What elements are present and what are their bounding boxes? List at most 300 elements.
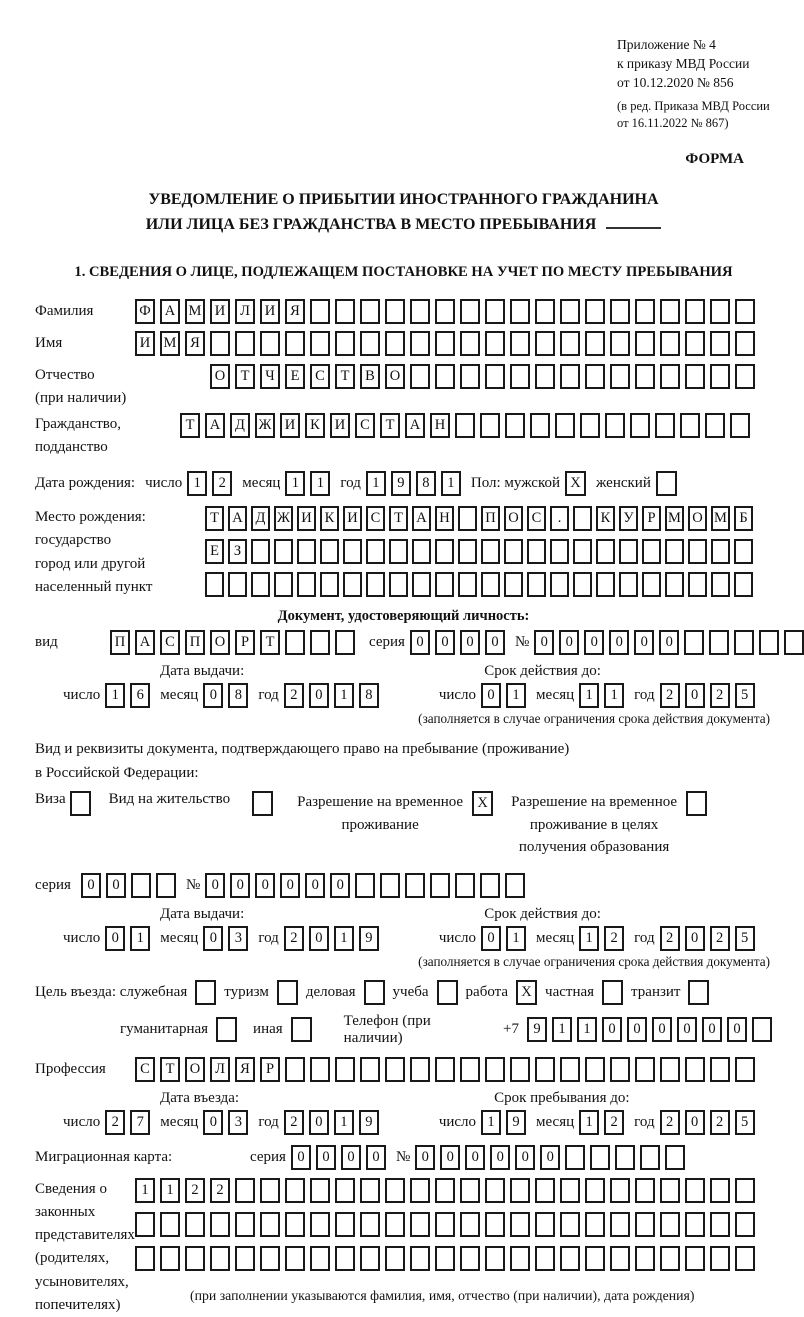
char-box[interactable]: 1 <box>441 471 461 496</box>
char-box[interactable] <box>135 1246 155 1271</box>
char-box[interactable]: 0 <box>415 1145 435 1170</box>
char-box[interactable]: 0 <box>659 630 679 655</box>
char-box[interactable] <box>605 413 625 438</box>
char-box[interactable] <box>635 299 655 324</box>
char-box[interactable] <box>410 299 430 324</box>
char-box[interactable] <box>360 1057 380 1082</box>
char-box[interactable] <box>535 1246 555 1271</box>
char-box[interactable]: Р <box>235 630 255 655</box>
char-box[interactable]: 2 <box>660 683 680 708</box>
char-box[interactable] <box>734 539 753 564</box>
char-box[interactable]: 0 <box>205 873 225 898</box>
char-box[interactable]: 0 <box>203 926 223 951</box>
char-box[interactable] <box>685 364 705 389</box>
char-box[interactable] <box>480 413 500 438</box>
char-box[interactable] <box>435 1212 455 1237</box>
char-box[interactable] <box>630 413 650 438</box>
char-box[interactable] <box>635 1212 655 1237</box>
char-box[interactable] <box>619 572 638 597</box>
char-box[interactable] <box>527 539 546 564</box>
char-box[interactable] <box>435 572 454 597</box>
char-box[interactable]: Т <box>389 506 408 531</box>
char-box[interactable]: 2 <box>284 926 304 951</box>
char-box[interactable]: . <box>550 506 569 531</box>
char-box[interactable]: Ж <box>255 413 275 438</box>
char-box[interactable] <box>710 1212 730 1237</box>
char-box[interactable] <box>156 873 176 898</box>
char-box[interactable]: Ж <box>274 506 293 531</box>
char-box[interactable] <box>560 299 580 324</box>
char-box[interactable] <box>335 1212 355 1237</box>
char-box[interactable] <box>310 1246 330 1271</box>
char-box[interactable] <box>458 539 477 564</box>
purpose-official-checkbox[interactable] <box>195 980 216 1005</box>
char-box[interactable]: 0 <box>534 630 554 655</box>
char-box[interactable] <box>360 1178 380 1203</box>
char-box[interactable] <box>705 413 725 438</box>
purpose-transit-checkbox[interactable] <box>688 980 709 1005</box>
char-box[interactable]: 9 <box>527 1017 547 1042</box>
char-box[interactable] <box>635 331 655 356</box>
char-box[interactable]: Т <box>180 413 200 438</box>
char-box[interactable] <box>355 873 375 898</box>
char-box[interactable] <box>535 331 555 356</box>
char-box[interactable]: Р <box>642 506 661 531</box>
char-box[interactable] <box>610 1178 630 1203</box>
char-box[interactable] <box>735 1212 755 1237</box>
char-box[interactable] <box>505 873 525 898</box>
char-box[interactable] <box>527 572 546 597</box>
char-box[interactable] <box>685 1212 705 1237</box>
char-box[interactable]: О <box>210 630 230 655</box>
purpose-business-checkbox[interactable] <box>364 980 385 1005</box>
char-box[interactable] <box>410 331 430 356</box>
char-box[interactable] <box>385 1057 405 1082</box>
char-box[interactable] <box>660 1212 680 1237</box>
char-box[interactable] <box>610 1057 630 1082</box>
char-box[interactable] <box>585 331 605 356</box>
char-box[interactable] <box>735 299 755 324</box>
char-box[interactable]: 0 <box>559 630 579 655</box>
char-box[interactable] <box>285 331 305 356</box>
char-box[interactable] <box>480 873 500 898</box>
char-box[interactable] <box>735 1057 755 1082</box>
char-box[interactable] <box>210 1246 230 1271</box>
char-box[interactable]: 0 <box>255 873 275 898</box>
char-box[interactable]: 2 <box>105 1110 125 1135</box>
char-box[interactable]: С <box>355 413 375 438</box>
char-box[interactable] <box>385 1246 405 1271</box>
char-box[interactable]: Е <box>205 539 224 564</box>
char-box[interactable]: И <box>210 299 230 324</box>
char-box[interactable] <box>655 413 675 438</box>
char-box[interactable] <box>642 539 661 564</box>
char-box[interactable] <box>435 364 455 389</box>
char-box[interactable]: Т <box>335 364 355 389</box>
char-box[interactable] <box>710 1057 730 1082</box>
char-box[interactable]: 9 <box>391 471 411 496</box>
char-box[interactable]: 1 <box>334 683 354 708</box>
char-box[interactable]: 0 <box>702 1017 722 1042</box>
char-box[interactable] <box>455 873 475 898</box>
char-box[interactable] <box>274 572 293 597</box>
char-box[interactable]: К <box>320 506 339 531</box>
char-box[interactable]: 7 <box>130 1110 150 1135</box>
female-checkbox[interactable] <box>656 471 677 496</box>
char-box[interactable]: 5 <box>735 683 755 708</box>
char-box[interactable]: 0 <box>540 1145 560 1170</box>
char-box[interactable] <box>730 413 750 438</box>
char-box[interactable] <box>680 413 700 438</box>
char-box[interactable] <box>734 572 753 597</box>
char-box[interactable] <box>735 331 755 356</box>
char-box[interactable] <box>590 1145 610 1170</box>
char-box[interactable]: И <box>260 299 280 324</box>
char-box[interactable]: 0 <box>440 1145 460 1170</box>
char-box[interactable] <box>360 1212 380 1237</box>
char-box[interactable] <box>380 873 400 898</box>
char-box[interactable] <box>460 1246 480 1271</box>
char-box[interactable] <box>585 364 605 389</box>
char-box[interactable] <box>235 1212 255 1237</box>
char-box[interactable] <box>185 1212 205 1237</box>
char-box[interactable] <box>412 572 431 597</box>
char-box[interactable]: 2 <box>604 1110 624 1135</box>
char-box[interactable]: 0 <box>602 1017 622 1042</box>
char-box[interactable]: 0 <box>609 630 629 655</box>
char-box[interactable]: 1 <box>366 471 386 496</box>
char-box[interactable] <box>360 299 380 324</box>
char-box[interactable]: 1 <box>579 1110 599 1135</box>
char-box[interactable] <box>710 1246 730 1271</box>
char-box[interactable] <box>710 331 730 356</box>
char-box[interactable] <box>260 1246 280 1271</box>
char-box[interactable] <box>665 539 684 564</box>
char-box[interactable] <box>585 1212 605 1237</box>
char-box[interactable]: 9 <box>506 1110 526 1135</box>
char-box[interactable]: 0 <box>584 630 604 655</box>
char-box[interactable]: О <box>385 364 405 389</box>
char-box[interactable] <box>610 299 630 324</box>
char-box[interactable] <box>310 1212 330 1237</box>
char-box[interactable] <box>335 1246 355 1271</box>
char-box[interactable] <box>389 572 408 597</box>
male-checkbox[interactable]: X <box>565 471 586 496</box>
char-box[interactable]: 1 <box>506 683 526 708</box>
purpose-study-checkbox[interactable] <box>437 980 458 1005</box>
char-box[interactable] <box>710 1178 730 1203</box>
char-box[interactable] <box>235 331 255 356</box>
char-box[interactable] <box>573 506 592 531</box>
char-box[interactable] <box>210 331 230 356</box>
char-box[interactable] <box>260 331 280 356</box>
char-box[interactable] <box>660 331 680 356</box>
char-box[interactable]: 2 <box>284 683 304 708</box>
char-box[interactable] <box>752 1017 772 1042</box>
char-box[interactable]: 1 <box>506 926 526 951</box>
char-box[interactable] <box>460 1212 480 1237</box>
char-box[interactable]: 0 <box>485 630 505 655</box>
char-box[interactable]: 0 <box>727 1017 747 1042</box>
char-box[interactable] <box>260 1178 280 1203</box>
char-box[interactable]: 0 <box>81 873 101 898</box>
char-box[interactable] <box>615 1145 635 1170</box>
char-box[interactable] <box>485 1246 505 1271</box>
char-box[interactable] <box>596 539 615 564</box>
char-box[interactable]: Ф <box>135 299 155 324</box>
char-box[interactable]: Я <box>285 299 305 324</box>
char-box[interactable]: 1 <box>334 1110 354 1135</box>
char-box[interactable]: М <box>160 331 180 356</box>
char-box[interactable] <box>505 413 525 438</box>
char-box[interactable]: 0 <box>280 873 300 898</box>
char-box[interactable]: О <box>185 1057 205 1082</box>
char-box[interactable] <box>260 1212 280 1237</box>
char-box[interactable]: М <box>711 506 730 531</box>
char-box[interactable] <box>310 331 330 356</box>
char-box[interactable]: 0 <box>435 630 455 655</box>
char-box[interactable]: 1 <box>187 471 207 496</box>
char-box[interactable] <box>310 1057 330 1082</box>
char-box[interactable] <box>610 1212 630 1237</box>
char-box[interactable]: 0 <box>410 630 430 655</box>
char-box[interactable] <box>460 364 480 389</box>
char-box[interactable]: 1 <box>481 1110 501 1135</box>
char-box[interactable]: 0 <box>291 1145 311 1170</box>
char-box[interactable] <box>685 1246 705 1271</box>
char-box[interactable] <box>485 299 505 324</box>
char-box[interactable] <box>585 1057 605 1082</box>
char-box[interactable] <box>635 1178 655 1203</box>
char-box[interactable]: 1 <box>105 683 125 708</box>
char-box[interactable] <box>555 413 575 438</box>
char-box[interactable] <box>504 572 523 597</box>
char-box[interactable] <box>335 331 355 356</box>
char-box[interactable]: Р <box>260 1057 280 1082</box>
char-box[interactable] <box>560 1246 580 1271</box>
char-box[interactable]: О <box>504 506 523 531</box>
char-box[interactable]: 0 <box>366 1145 386 1170</box>
char-box[interactable]: Б <box>734 506 753 531</box>
char-box[interactable] <box>385 331 405 356</box>
char-box[interactable] <box>320 572 339 597</box>
char-box[interactable] <box>435 1178 455 1203</box>
char-box[interactable] <box>297 539 316 564</box>
char-box[interactable] <box>460 331 480 356</box>
char-box[interactable] <box>709 630 729 655</box>
char-box[interactable] <box>335 1057 355 1082</box>
char-box[interactable] <box>610 364 630 389</box>
char-box[interactable] <box>385 299 405 324</box>
char-box[interactable]: 1 <box>285 471 305 496</box>
char-box[interactable]: 0 <box>106 873 126 898</box>
char-box[interactable]: 2 <box>212 471 232 496</box>
char-box[interactable]: 0 <box>309 926 329 951</box>
char-box[interactable] <box>573 539 592 564</box>
char-box[interactable]: 0 <box>203 1110 223 1135</box>
char-box[interactable] <box>688 539 707 564</box>
char-box[interactable] <box>285 1212 305 1237</box>
char-box[interactable]: 0 <box>481 683 501 708</box>
char-box[interactable] <box>366 539 385 564</box>
char-box[interactable] <box>580 413 600 438</box>
char-box[interactable] <box>481 539 500 564</box>
char-box[interactable] <box>565 1145 585 1170</box>
char-box[interactable]: 8 <box>416 471 436 496</box>
char-box[interactable] <box>160 1246 180 1271</box>
char-box[interactable] <box>385 1178 405 1203</box>
char-box[interactable] <box>665 1145 685 1170</box>
char-box[interactable] <box>405 873 425 898</box>
char-box[interactable] <box>460 1178 480 1203</box>
char-box[interactable]: И <box>330 413 350 438</box>
char-box[interactable]: О <box>210 364 230 389</box>
char-box[interactable] <box>560 1212 580 1237</box>
purpose-tourism-checkbox[interactable] <box>277 980 298 1005</box>
char-box[interactable]: 2 <box>710 1110 730 1135</box>
char-box[interactable]: О <box>688 506 707 531</box>
char-box[interactable] <box>610 1246 630 1271</box>
char-box[interactable]: Т <box>260 630 280 655</box>
char-box[interactable] <box>481 572 500 597</box>
char-box[interactable] <box>251 572 270 597</box>
char-box[interactable]: С <box>366 506 385 531</box>
char-box[interactable]: И <box>297 506 316 531</box>
char-box[interactable] <box>510 1212 530 1237</box>
char-box[interactable] <box>685 299 705 324</box>
char-box[interactable] <box>458 572 477 597</box>
char-box[interactable] <box>389 539 408 564</box>
char-box[interactable] <box>410 1212 430 1237</box>
char-box[interactable] <box>235 1178 255 1203</box>
char-box[interactable]: 0 <box>685 1110 705 1135</box>
char-box[interactable]: Н <box>435 506 454 531</box>
char-box[interactable]: Л <box>235 299 255 324</box>
char-box[interactable]: 0 <box>685 683 705 708</box>
char-box[interactable] <box>560 331 580 356</box>
char-box[interactable]: 0 <box>316 1145 336 1170</box>
char-box[interactable] <box>460 299 480 324</box>
char-box[interactable] <box>410 1246 430 1271</box>
char-box[interactable]: 1 <box>577 1017 597 1042</box>
visa-checkbox[interactable] <box>70 791 91 816</box>
char-box[interactable] <box>366 572 385 597</box>
char-box[interactable] <box>343 539 362 564</box>
char-box[interactable]: 0 <box>309 1110 329 1135</box>
char-box[interactable] <box>210 1212 230 1237</box>
purpose-other-checkbox[interactable] <box>291 1017 312 1042</box>
char-box[interactable] <box>485 364 505 389</box>
char-box[interactable]: 0 <box>305 873 325 898</box>
char-box[interactable] <box>640 1145 660 1170</box>
char-box[interactable] <box>710 299 730 324</box>
char-box[interactable] <box>460 1057 480 1082</box>
char-box[interactable]: 8 <box>359 683 379 708</box>
char-box[interactable]: Т <box>380 413 400 438</box>
char-box[interactable] <box>335 1178 355 1203</box>
char-box[interactable] <box>285 1178 305 1203</box>
char-box[interactable]: 1 <box>579 683 599 708</box>
char-box[interactable] <box>360 331 380 356</box>
char-box[interactable] <box>455 413 475 438</box>
char-box[interactable]: 0 <box>230 873 250 898</box>
char-box[interactable]: Е <box>285 364 305 389</box>
char-box[interactable]: З <box>228 539 247 564</box>
char-box[interactable] <box>510 364 530 389</box>
char-box[interactable] <box>458 506 477 531</box>
char-box[interactable] <box>660 364 680 389</box>
char-box[interactable]: 0 <box>627 1017 647 1042</box>
char-box[interactable] <box>642 572 661 597</box>
char-box[interactable]: 0 <box>634 630 654 655</box>
char-box[interactable] <box>560 1178 580 1203</box>
char-box[interactable] <box>310 630 330 655</box>
char-box[interactable] <box>784 630 804 655</box>
char-box[interactable]: М <box>185 299 205 324</box>
char-box[interactable]: И <box>135 331 155 356</box>
char-box[interactable] <box>684 630 704 655</box>
char-box[interactable]: С <box>160 630 180 655</box>
residence-permit-checkbox[interactable] <box>252 791 273 816</box>
char-box[interactable] <box>335 299 355 324</box>
char-box[interactable] <box>734 630 754 655</box>
char-box[interactable] <box>635 364 655 389</box>
char-box[interactable]: В <box>360 364 380 389</box>
char-box[interactable] <box>585 1246 605 1271</box>
char-box[interactable] <box>343 572 362 597</box>
char-box[interactable] <box>510 299 530 324</box>
char-box[interactable]: 0 <box>309 683 329 708</box>
char-box[interactable]: 9 <box>359 1110 379 1135</box>
char-box[interactable] <box>228 572 247 597</box>
char-box[interactable] <box>596 572 615 597</box>
char-box[interactable] <box>435 331 455 356</box>
char-box[interactable]: П <box>481 506 500 531</box>
char-box[interactable] <box>285 630 305 655</box>
char-box[interactable] <box>660 1057 680 1082</box>
char-box[interactable]: Д <box>251 506 270 531</box>
char-box[interactable]: Т <box>160 1057 180 1082</box>
char-box[interactable] <box>320 539 339 564</box>
char-box[interactable] <box>235 1246 255 1271</box>
char-box[interactable] <box>530 413 550 438</box>
char-box[interactable]: С <box>527 506 546 531</box>
char-box[interactable] <box>550 539 569 564</box>
purpose-private-checkbox[interactable] <box>602 980 623 1005</box>
char-box[interactable]: П <box>185 630 205 655</box>
char-box[interactable] <box>205 572 224 597</box>
char-box[interactable] <box>435 539 454 564</box>
char-box[interactable] <box>759 630 779 655</box>
char-box[interactable]: 1 <box>130 926 150 951</box>
char-box[interactable]: 2 <box>660 1110 680 1135</box>
char-box[interactable] <box>535 364 555 389</box>
char-box[interactable] <box>660 1178 680 1203</box>
char-box[interactable]: 1 <box>135 1178 155 1203</box>
char-box[interactable] <box>360 1246 380 1271</box>
char-box[interactable] <box>510 1178 530 1203</box>
char-box[interactable] <box>297 572 316 597</box>
char-box[interactable]: 2 <box>710 926 730 951</box>
char-box[interactable]: К <box>305 413 325 438</box>
char-box[interactable]: Д <box>230 413 250 438</box>
char-box[interactable] <box>735 364 755 389</box>
char-box[interactable] <box>510 1246 530 1271</box>
char-box[interactable]: 0 <box>490 1145 510 1170</box>
char-box[interactable] <box>160 1212 180 1237</box>
char-box[interactable]: 2 <box>604 926 624 951</box>
char-box[interactable] <box>635 1246 655 1271</box>
